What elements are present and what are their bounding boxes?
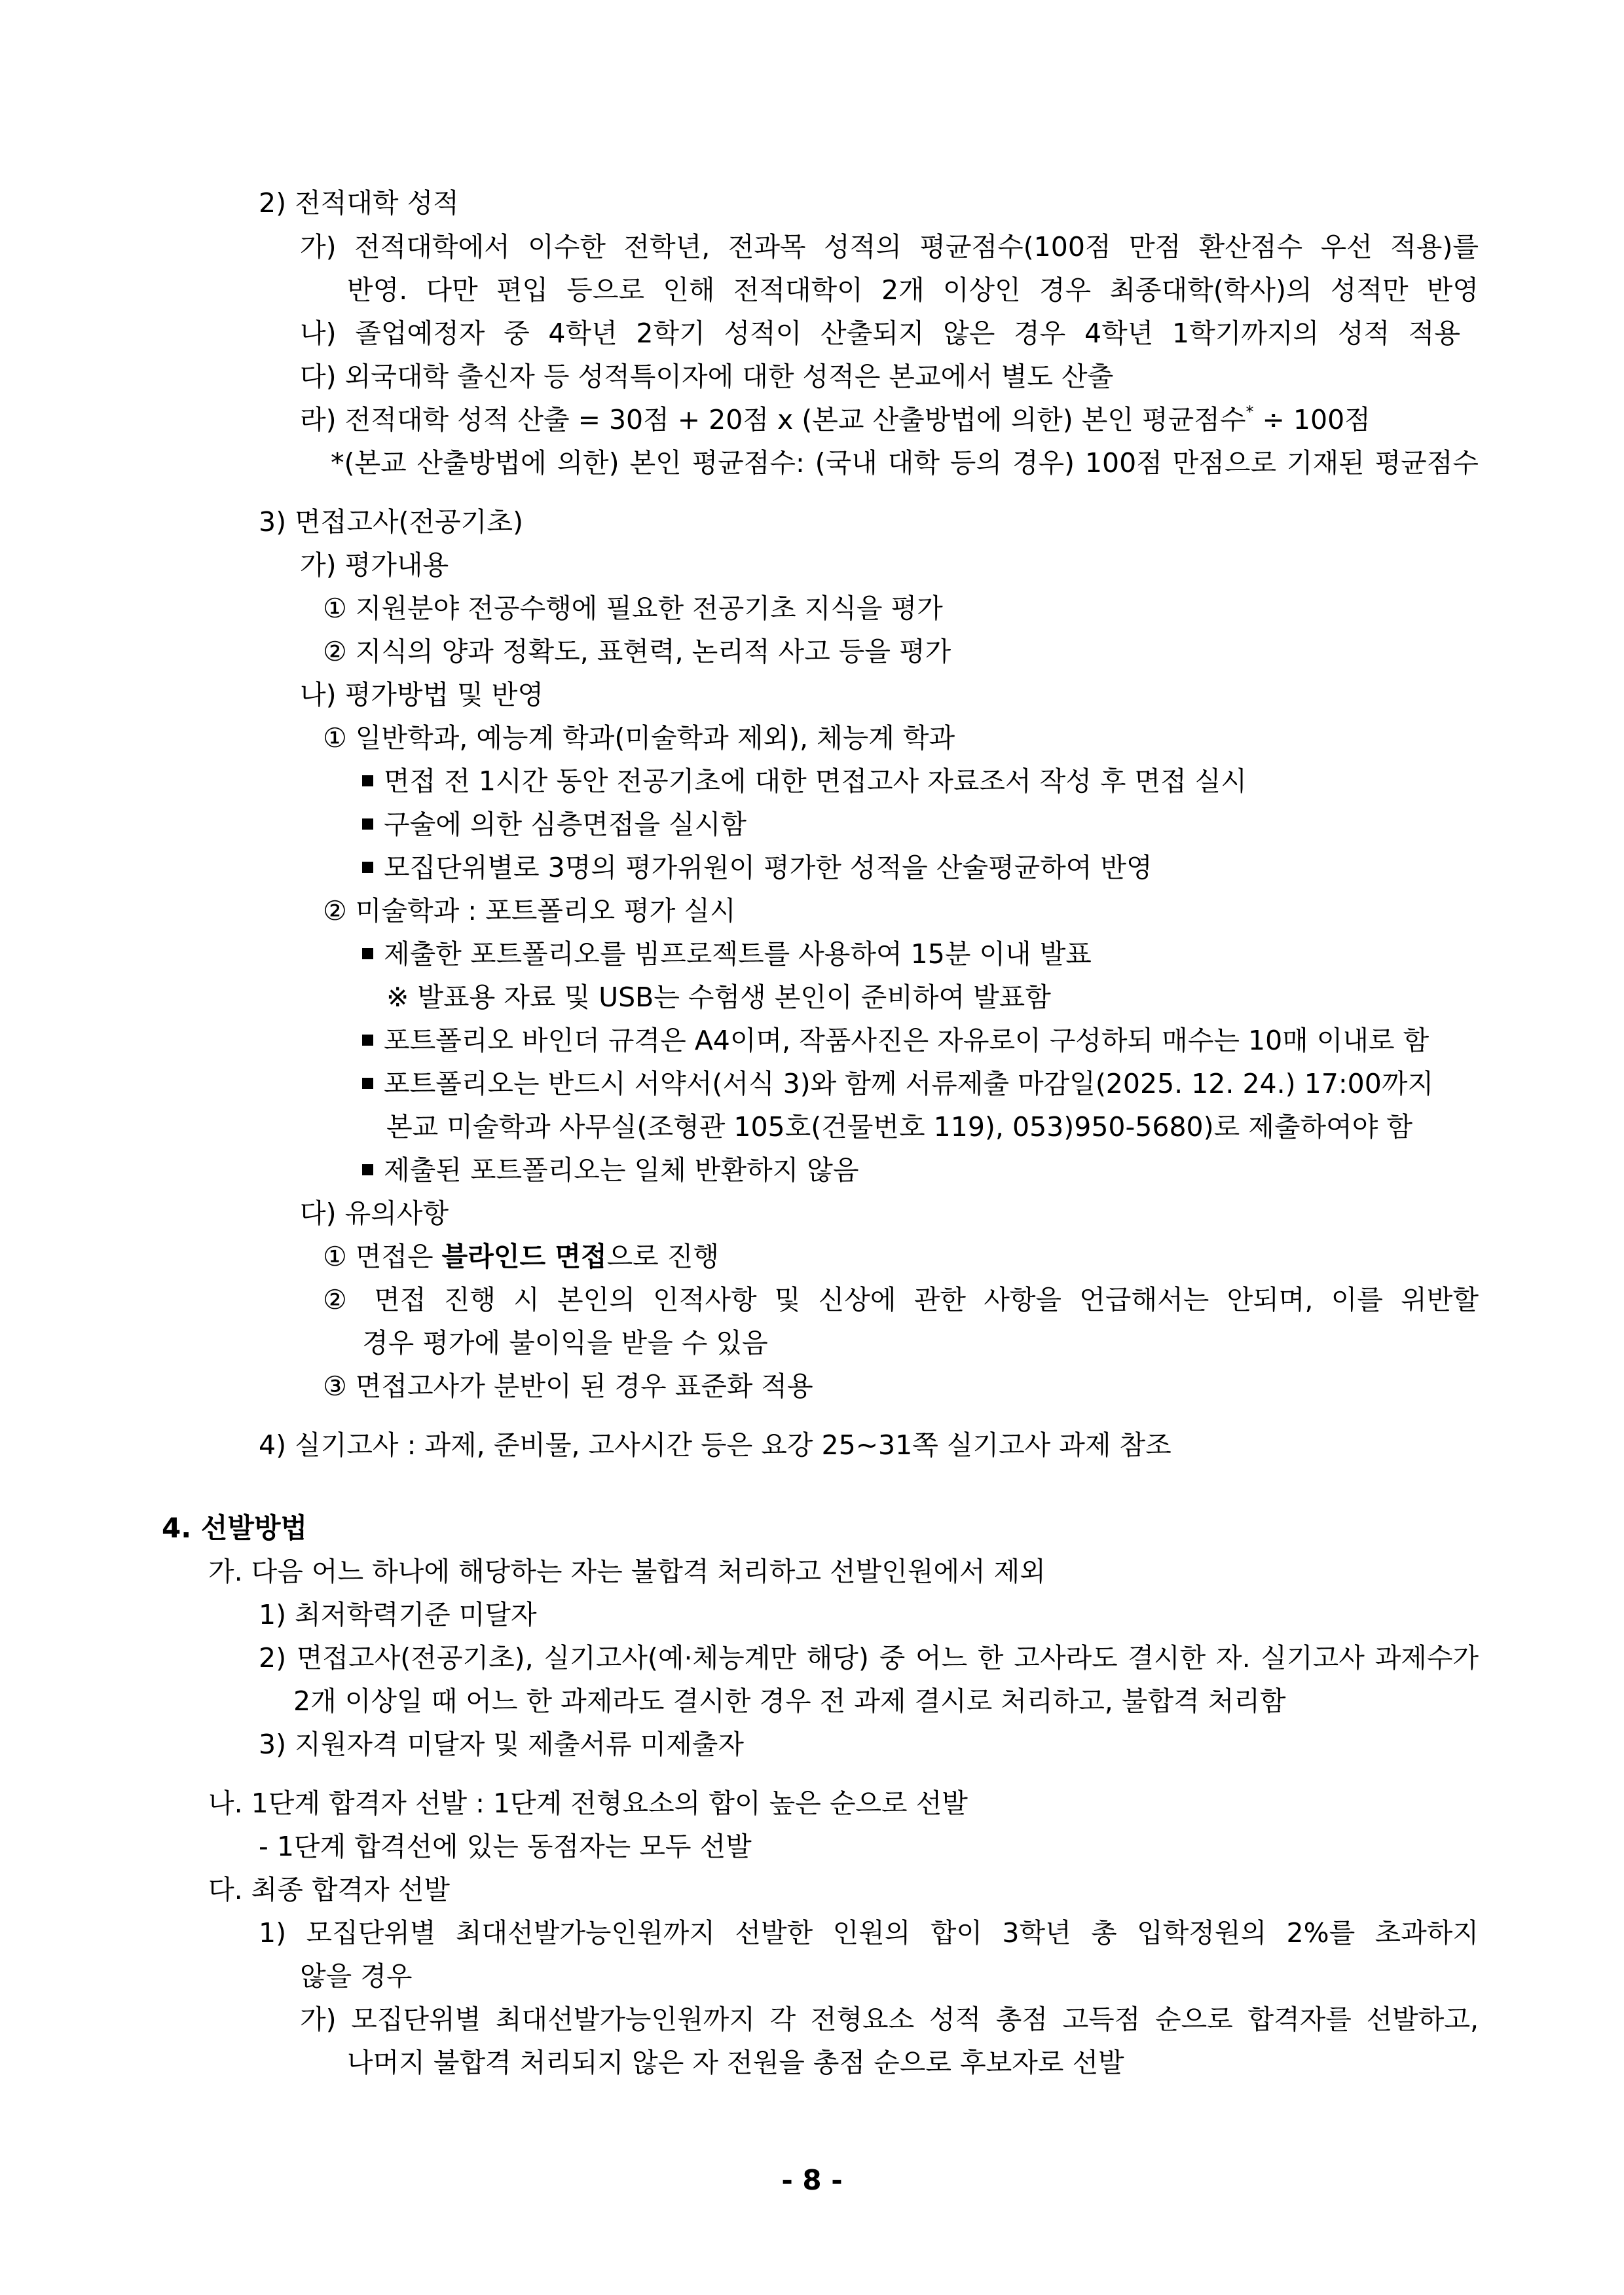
subsection-3-title: 3) 면접고사(전공기초): [259, 506, 523, 538]
list-item: [362, 849, 1153, 886]
subsection-2-na: 나) 졸업예정자 중 4학년 2학기 성적이 산출되지 않은 경우 4학년 1학기까지의 성적 적용: [300, 318, 1460, 349]
list-item: [362, 1022, 1429, 1059]
text: ① 면접은: [323, 1241, 442, 1272]
list-item: [362, 763, 1247, 799]
subsection-2-ra-text: 라) 전적대학 성적 산출 = 30점 + 20점 x (본교 산출방법에 의한) 본인 평균점수: [300, 404, 1246, 435]
section-4-title: 4. 선발방법: [162, 1512, 308, 1544]
list-item: [362, 1065, 1433, 1102]
subsection-3-na: 나) 평가방법 및 반영: [300, 679, 544, 710]
section-4-na: 나. 1단계 합격자 선발 : 1단계 전형요소의 합이 높은 순으로 선발: [208, 1788, 968, 1819]
subsection-2-footnote: *(본교 산출방법에 의한) 본인 평균점수: (국내 대학 등의 경우) 100점 만점으로 기재된 평균점수: [331, 447, 1479, 479]
subsection-2-title: 2) 전적대학 성적: [259, 187, 459, 219]
subsection-2-ra-text-end: ÷ 100점: [1253, 404, 1371, 435]
square-bullet-icon: [362, 862, 373, 873]
list-item-text: 면접 전 1시간 동안 전공기초에 대한 면접고사 자료조서 작성 후 면접 실시: [384, 765, 1247, 797]
footnote-marker: *: [1246, 403, 1254, 421]
subsection-3-ga-item1: ① 지원분야 전공수행에 필요한 전공기초 지식을 평가: [323, 593, 943, 624]
list-item-text: 포트폴리오는 반드시 서약서(서식 3)와 함께 서류제출 마감일(2025. 12. 24.) 17:00까지: [384, 1068, 1434, 1099]
section-4-ga-item1: 1) 최저학력기준 미달자: [259, 1599, 537, 1630]
subsection-4: 4) 실기고사 : 과제, 준비물, 고사시간 등은 요강 25~31쪽 실기고사 과제 참조: [259, 1429, 1172, 1461]
list-item-text: 모집단위별로 3명의 평가위원이 평가한 성적을 산술평균하여 반영: [384, 852, 1153, 883]
page-number: - 8 -: [781, 2164, 843, 2196]
text: 으로 진행: [606, 1241, 720, 1272]
square-bullet-icon: [362, 948, 373, 959]
subsection-3-da-item3: ③ 면접고사가 분반이 된 경우 표준화 적용: [323, 1370, 813, 1402]
list-item: [362, 936, 1092, 972]
emphasis-text: 블라인드 면접: [441, 1241, 607, 1272]
reference-note: ※ 발표용 자료 및 USB는 수험생 본인이 준비하여 발표함: [386, 982, 1051, 1013]
square-bullet-icon: [362, 1078, 373, 1089]
section-4-da-item1-line2: 않을 경우: [300, 1960, 413, 1992]
square-bullet-icon: [362, 775, 373, 786]
square-bullet-icon: [362, 1035, 373, 1046]
section-4-ga: 가. 다음 어느 하나에 해당하는 자는 불합격 처리하고 선발인원에서 제외: [208, 1556, 1046, 1587]
section-4-da-item1-ga-line1: 가) 모집단위별 최대선발가능인원까지 각 전형요소 성적 총점 고득점 순으로 합격자를 선발하고,: [300, 2004, 1479, 2035]
square-bullet-icon: [362, 1164, 373, 1175]
section-4-da: 다. 최종 합격자 선발: [208, 1874, 450, 1905]
section-4-ga-item2-line1: 2) 면접고사(전공기초), 실기고사(예·체능계만 해당) 중 어느 한 고사라도 결시한 자. 실기고사 과제수가: [259, 1642, 1479, 1674]
subsection-2-ga-line2: 반영. 다만 편입 등으로 인해 전적대학이 2개 이상인 경우 최종대학(학사)의 성적만 반영: [347, 274, 1479, 306]
section-4-ga-item2-line2: 2개 이상일 때 어느 한 과제라도 결시한 경우 전 과제 결시로 처리하고, 불합격 처리함: [293, 1685, 1286, 1717]
section-4-ga-item3: 3) 지원자격 미달자 및 제출서류 미제출자: [259, 1729, 744, 1760]
subsection-2-da: 다) 외국대학 출신자 등 성적특이자에 대한 성적은 본교에서 별도 산출: [300, 361, 1114, 392]
list-item-text: 구술에 의한 심층면접을 실시함: [384, 809, 747, 840]
subsection-3-da-item1: [323, 1238, 719, 1275]
subsection-3-ga: 가) 평가내용: [300, 549, 449, 581]
subsection-3-da-item2-line2: 경우 평가에 불이익을 받을 수 있음: [362, 1327, 768, 1359]
list-item-text: 제출한 포트폴리오를 빔프로젝트를 사용하여 15분 이내 발표: [384, 938, 1092, 970]
subsection-3-na-item2: ② 미술학과 : 포트폴리오 평가 실시: [323, 895, 736, 927]
square-bullet-icon: [362, 818, 373, 830]
section-4-da-item1-ga-line2: 나머지 불합격 처리되지 않은 자 전원을 총점 순으로 후보자로 선발: [347, 2047, 1124, 2078]
list-item: [362, 806, 747, 843]
subsection-2-ga-line1: 가) 전적대학에서 이수한 전학년, 전과목 성적의 평균점수(100점 만점 환산점수 우선 적용)를: [300, 231, 1479, 263]
subsection-3-ga-item2: ② 지식의 양과 정확도, 표현력, 논리적 사고 등을 평가: [323, 636, 951, 667]
list-item-text: 제출된 포트폴리오는 일체 반환하지 않음: [384, 1154, 859, 1186]
list-item-continuation: 본교 미술학과 사무실(조형관 105호(건물번호 119), 053)950-5680)로 제출하여야 함: [386, 1111, 1412, 1143]
subsection-2-ra: [300, 401, 1371, 438]
section-4-na-item: - 1단계 합격선에 있는 동점자는 모두 선발: [259, 1831, 752, 1862]
list-item: [362, 1152, 858, 1188]
subsection-3-na-item1: ① 일반학과, 예능계 학과(미술학과 제외), 체능계 학과: [323, 722, 955, 754]
list-item-text: 포트폴리오 바인더 규격은 A4이며, 작품사진은 자유로이 구성하되 매수는 10매 이내로 함: [384, 1025, 1430, 1056]
section-4-da-item1-line1: 1) 모집단위별 최대선발가능인원까지 선발한 인원의 합이 3학년 총 입학정원의 2%를 초과하지: [259, 1917, 1479, 1949]
subsection-3-da: 다) 유의사항: [300, 1198, 449, 1229]
subsection-3-da-item2-line1: ② 면접 진행 시 본인의 인적사항 및 신상에 관한 사항을 언급해서는 안되며, 이를 위반할: [323, 1284, 1479, 1315]
